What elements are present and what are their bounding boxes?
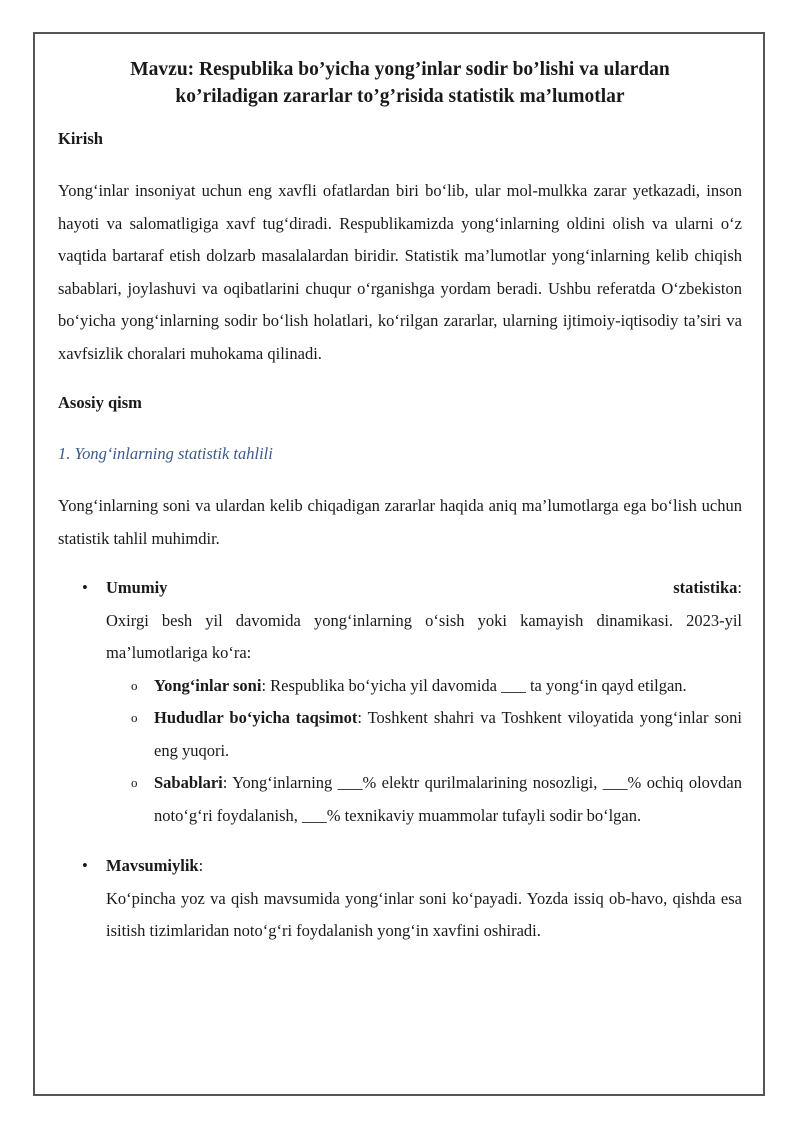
intro-paragraph: Yong‘inlar insoniyat uchun eng xavfli ofatlardan biri bo‘lib, ular mol-mulkka zarar yetkazadi, inson hayoti va salomatligiga xavf tug‘diradi. Respublikamizda yong‘inlarning oldini olish va ularni o‘z vaqtida bartaraf etish dolzarb masalalardan biridir. Statistik ma’lumotlar yong‘inlarning kelib chiqish sabablari, joylashuvi va oqibatlarini chuqur o‘rganishga yordam beradi. Ushbu referatda O‘zbekiston bo‘yicha yong‘inlarning sodir bo‘lish holatlari, ko‘rilgan zararlar, ularning ijtimoiy-iqtisodiy ta’siri va xavfsizlik choralari muhokama qilinadi. (58, 181, 742, 363)
sub-text: : Yong‘inlarning ___% elektr qurilmalarining nosozligi, ___% ochiq olovdan noto‘g‘ri foydalanish, ___% texnikaviy muammolar tufayli sodir bo‘lgan. (154, 773, 742, 825)
circle-bullet-icon: o (131, 677, 138, 693)
sub-label: Hududlar bo‘yicha taqsimot (154, 708, 358, 727)
bullet-seasonality (58, 850, 742, 948)
bullet-general-statistics (58, 572, 742, 832)
bullet-list (58, 572, 742, 948)
sub-text: : Toshkent shahri va Toshkent viloyatida yong‘inlar soni eng yuqori. (154, 708, 742, 760)
main-heading: Asosiy qism (58, 393, 142, 412)
document-title (58, 56, 742, 110)
title-line-2: ko’riladigan zararlar to’g’risida statistik ma’lumotlar (175, 86, 625, 107)
bullet-dot-icon: • (82, 578, 88, 597)
sub-item-causes (106, 767, 742, 832)
intro-heading: Kirish (58, 129, 103, 148)
sub-item-regions (106, 702, 742, 767)
bullet-label-general: Umumiy (106, 578, 168, 597)
circle-bullet-icon: o (131, 775, 138, 790)
bullet-label-statistics: statistika (673, 578, 738, 597)
section1-paragraph: Yong‘inlarning soni va ulardan kelib chiqadigan zararlar haqida aniq ma’lumotlarga ega bo‘lish uchun statistik tahlil muhimdir. (58, 496, 742, 548)
sub-text: : Respublika bo‘yicha yil davomida ___ ta yong‘in qayd etilgan. (261, 675, 687, 695)
section1-title: 1. Yong‘inlarning statistik tahlili (58, 444, 273, 463)
colon: : (737, 578, 742, 597)
colon: : (198, 856, 204, 875)
bullet-general-text: Oxirgi besh yil davomida yong‘inlarning o‘sish yoki kamayish dinamikasi. 2023-yil ma’lumotlariga ko‘ra: (106, 610, 742, 662)
sub-list (106, 670, 742, 833)
title-line-1: Mavzu: Respublika bo’yicha yong’inlar sodir bo’lishi va ulardan (130, 59, 670, 80)
sub-item-fire-count (106, 670, 742, 703)
document-body (58, 56, 742, 948)
sub-label: Yong‘inlar soni (154, 675, 262, 695)
bullet-dot-icon: • (82, 856, 88, 875)
bullet-seasonality-text: Ko‘pincha yoz va qish mavsumida yong‘inlar soni ko‘payadi. Yozda issiq ob-havo, qishda esa isitish tizimlaridan noto‘g‘ri foydalanish yong‘in xavfini oshiradi. (106, 888, 742, 940)
bullet-label-seasonality: Mavsumiylik (106, 856, 199, 875)
sub-label: Sabablari (154, 773, 223, 792)
circle-bullet-icon: o (131, 710, 138, 725)
